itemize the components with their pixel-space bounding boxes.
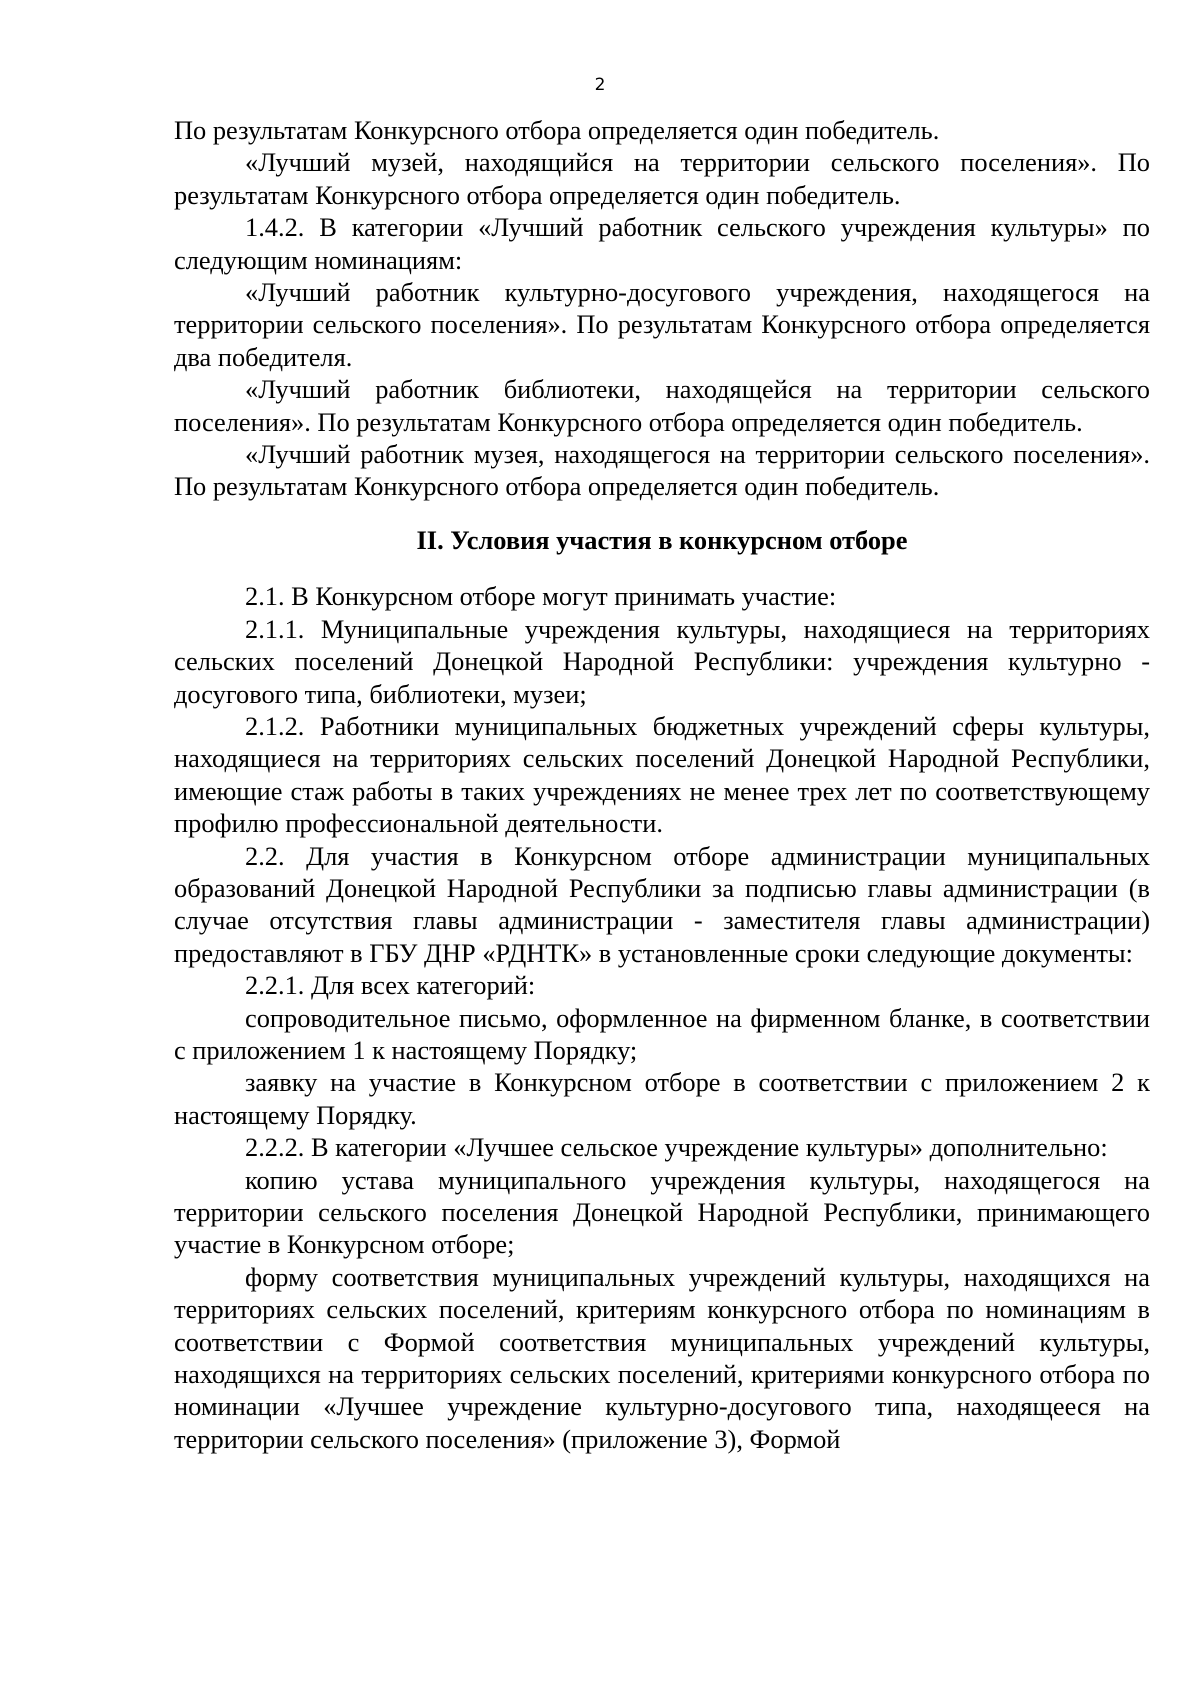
paragraph: По результатам Конкурсного отбора определяется один победитель. [174,115,940,145]
paragraph: 1.4.2. В категории «Лучший работник сельского учреждения культуры» по следующим номинациям: [174,212,1150,275]
section-heading: II. Условия участия в конкурсном отборе [416,524,908,555]
paragraph: 2.2.2. В категории «Лучшее сельское учреждение культуры» дополнительно: [245,1132,1108,1163]
paragraph: 2.2.1. Для всех категорий: [245,970,536,1001]
paragraph: форму соответствия муниципальных учреждений культуры, находящихся на территориях сельских поселений, критериям конкурсного отбора по номинациям в соответствии с Формой соответствия муниципальных учреждений культуры, находящихся на территориях сельских поселений, критериями конкурсного отбора по номинации «Лучшее учреждение культурно-досугового типа, находящееся на территории сельского поселения» (приложение 3), Формой [174,1261,1150,1454]
paragraph: 2.1. В Конкурсном отборе могут принимать участие: [245,581,837,612]
paragraph: 2.1.1. Муниципальные учреждения культуры, находящиеся на территориях сельских поселений Донецкой Народной Республики: учреждения культурно - досугового типа, библиотеки, музеи; [174,613,1150,709]
paragraph: «Лучший работник культурно-досугового учреждения, находящегося на территории сельского поселения». По результатам Конкурсного отбора определяется два победителя. [174,277,1150,372]
paragraph: «Лучший работник библиотеки, находящейся на территории сельского поселения». По результатам Конкурсного отбора определяется один победитель. [174,374,1150,437]
document-body [174,114,1150,1455]
paragraph: «Лучший музей, находящийся на территории сельского поселения». По результатам Конкурсного отбора определяется один победитель. [174,147,1150,210]
paragraph: 2.1.2. Работники муниципальных бюджетных учреждений сферы культуры, находящиеся на территориях сельских поселений Донецкой Народной Республики, имеющие стаж работы в таких учреждениях не менее трех лет по соответствующему профилю профессиональной деятельности. [174,710,1150,839]
paragraph: 2.2. Для участия в Конкурсном отборе администрации муниципальных образований Донецкой Народной Республики за подписью главы администрации (в случае отсутствия главы администрации - заместителя главы администрации) предоставляют в ГБУ ДНР «РДНТК» в установленные сроки следующие документы: [174,840,1150,968]
paragraph: «Лучший работник музея, находящегося на территории сельского поселения». По результатам Конкурсного отбора определяется один победитель. [174,439,1150,502]
paragraph: сопроводительное письмо, оформленное на фирменном бланке, в соответствии с приложением 1 к настоящему Порядку; [174,1002,1150,1065]
paragraph: копию устава муниципального учреждения культуры, находящегося на территории сельского поселения Донецкой Народной Республики, принимающего участие в Конкурсном отборе; [174,1164,1150,1260]
paragraph: заявку на участие в Конкурсном отборе в соответствии с приложением 2 к настоящему Порядку. [174,1067,1150,1130]
page-number: 2 [594,75,606,95]
